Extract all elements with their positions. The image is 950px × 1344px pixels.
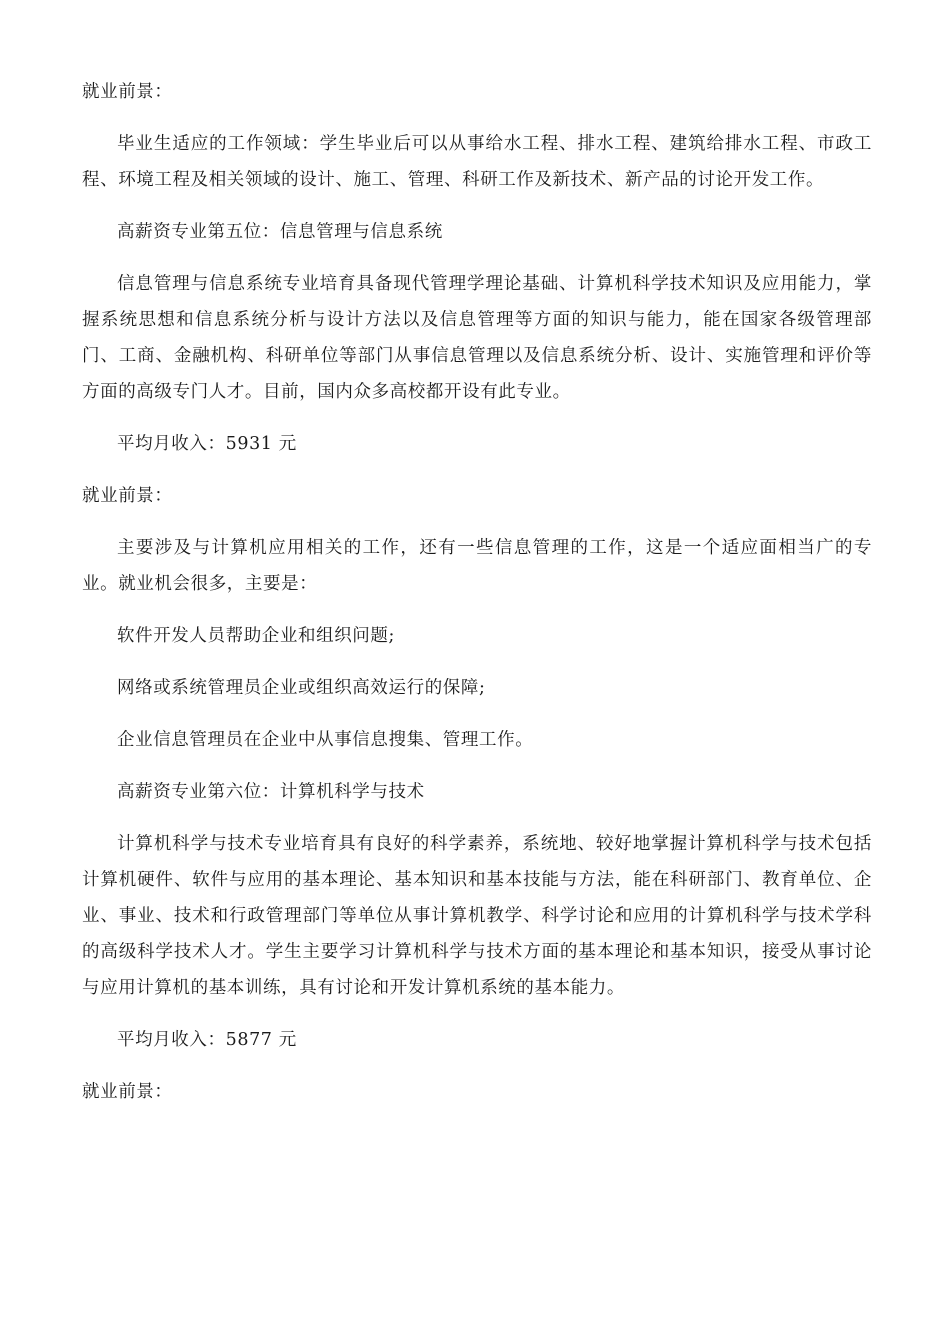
paragraph-info-management-description: 信息管理与信息系统专业培育具备现代管理学理论基础、计算机科学技术知识及应用能力，掌握系统思想和信息系统分析与设计方法以及信息管理等方面的知识与能力，能在国家各级管理部门、工商、金融机构、科研单位等部门从事信息管理以及信息系统分析、设计、实施管理和评价等方面的高级专门人才。目前，国内众多高校都开设有此专业。 (82, 274, 872, 402)
paragraph-job-info-manager: 企业信息管理员在企业中从事信息搜集、管理工作。 (117, 730, 534, 750)
paragraph-work-fields: 毕业生适应的工作领域：学生毕业后可以从事给水工程、排水工程、建筑给排水工程、市政工程、环境工程及相关领域的设计、施工、管理、科研工作及新技术、新产品的讨论开发工作。 (82, 134, 872, 190)
paragraph-employment-overview: 主要涉及与计算机应用相关的工作，还有一些信息管理的工作，这是一个适应面相当广的专业。就业机会很多，主要是： (82, 538, 872, 594)
paragraph-employment-heading-2: 就业前景： (82, 486, 173, 506)
paragraph-rank-six-heading: 高薪资专业第六位：计算机科学与技术 (117, 782, 425, 802)
paragraph-employment-heading-1: 就业前景： (82, 82, 173, 102)
paragraph-average-income-1: 平均月收入：5931 元 (117, 434, 297, 454)
paragraph-computer-science-description: 计算机科学与技术专业培育具有良好的科学素养，系统地、较好地掌握计算机科学与技术包括计算机硬件、软件与应用的基本理论、基本知识和基本技能与方法，能在科研部门、教育单位、企业、事业、技术和行政管理部门等单位从事计算机教学、科学讨论和应用的计算机科学与技术学科的高级科学技术人才。学生主要学习计算机科学与技术方面的基本理论和基本知识，接受从事讨论与应用计算机的基本训练，具有讨论和开发计算机系统的基本能力。 (82, 834, 872, 998)
paragraph-rank-five-heading: 高薪资专业第五位：信息管理与信息系统 (117, 222, 443, 242)
paragraph-job-network-admin: 网络或系统管理员企业或组织高效运行的保障; (117, 678, 486, 698)
paragraph-job-software-developer: 软件开发人员帮助企业和组织问题; (117, 626, 395, 646)
document-page (82, 0, 872, 1126)
paragraph-average-income-2: 平均月收入：5877 元 (117, 1030, 297, 1050)
paragraph-employment-heading-3: 就业前景： (82, 1082, 173, 1102)
